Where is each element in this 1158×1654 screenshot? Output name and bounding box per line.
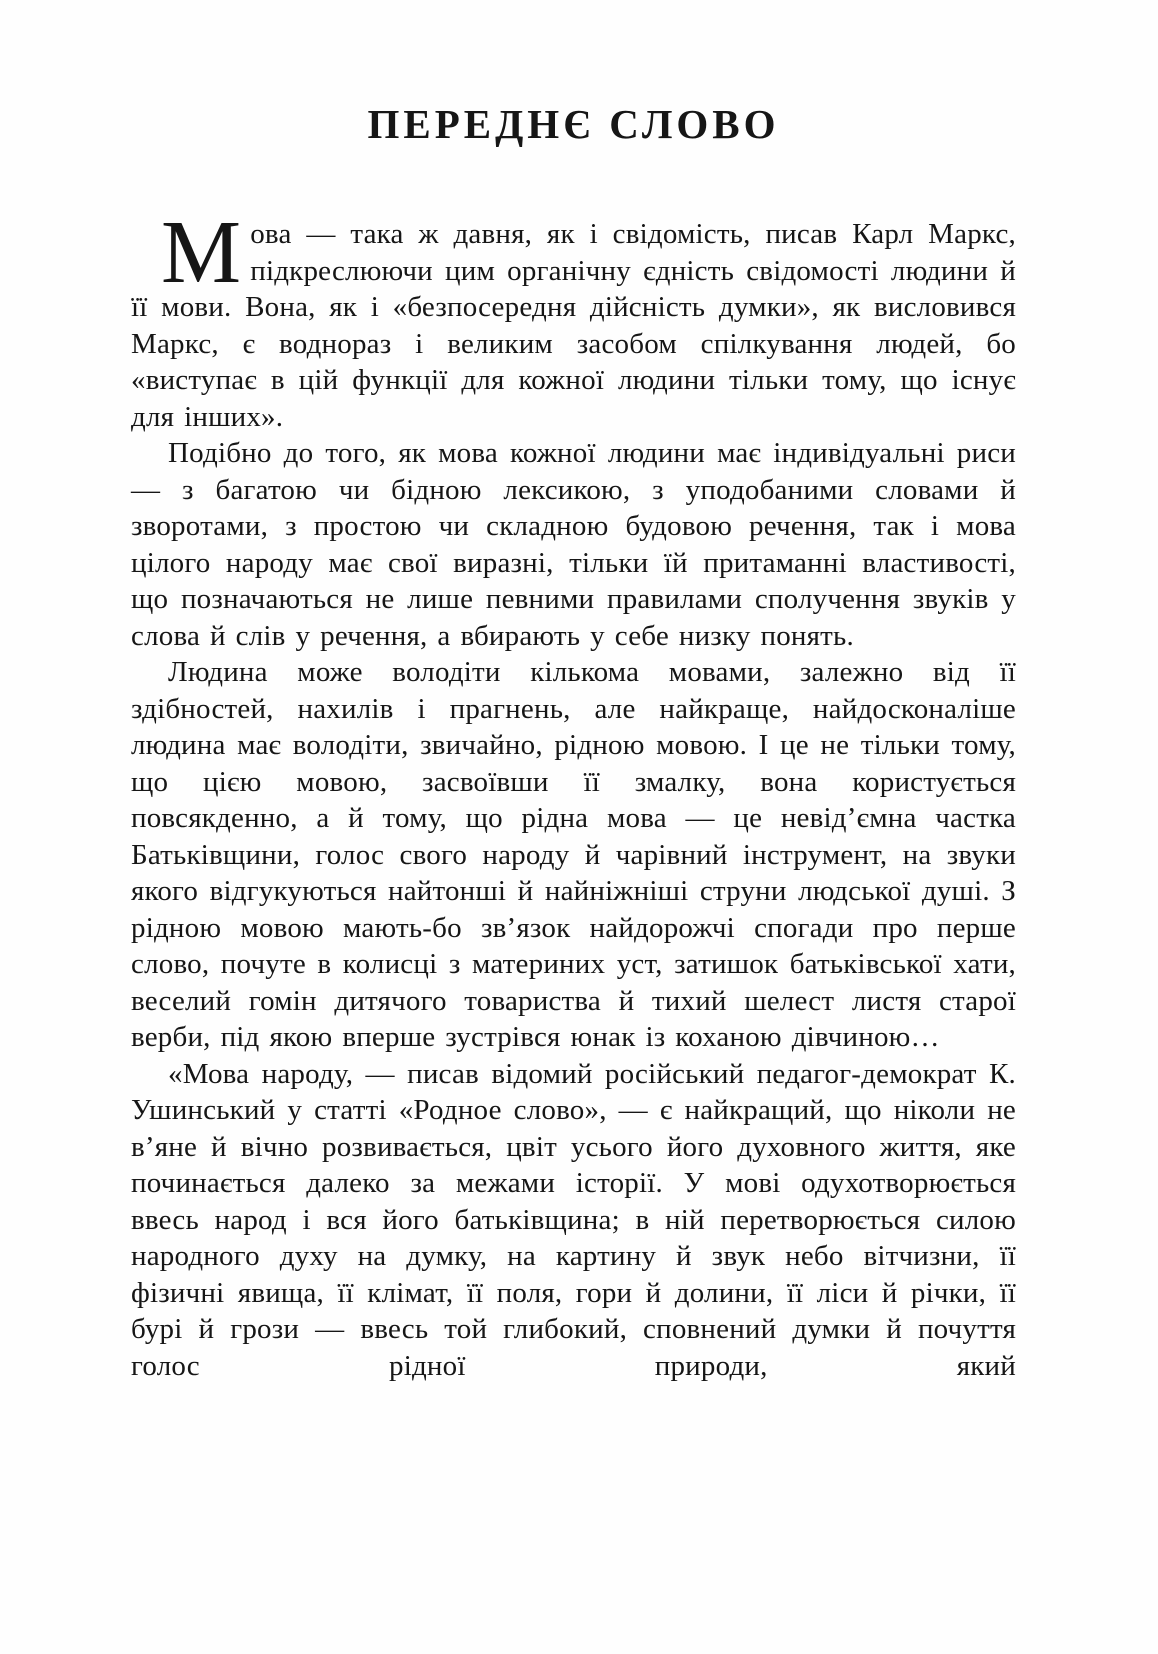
paragraph-3: Людина може володіти кількома мовами, залежно від її здібностей, нахилів і прагнень, але найкраще, найдосконаліше людина має володіти, звичайно, рідною мовою. І це не тільки тому, що цією мовою, засвоївши її змалку, вона користується повсякденно, а й тому, що рідна мова — це невід’ємна частка Батьківщини, голос свого народу й чарівний інструмент, на звуки якого відгукуються найтонші й найніжніші струни людської душі. З рідною мовою мають-бо зв’язок найдорожчі спогади про перше слово, почуте в колисці з материних уст, затишок батьківської хати, веселий гомін дитячого товариства й тихий шелест листя старої верби, під якою вперше зустрівся юнак із коханою дівчиною… xyxy=(131,656,1016,1053)
body-text xyxy=(131,203,1016,1384)
paragraph-4: «Мова народу, — писав відомий російський педагог-демократ К. Ушинський у статті «Родное слово», — є найкращий, що ніколи не в’яне й вічно розвивається, цвіт усього його духовного життя, яке починається далеко за межами історії. У мові одухотворюється ввесь народ і вся його батьківщина; в ній перетворюється силою народного духу на думку, на картину й звук небо вітчизни, її фізичні явища, її клімат, її поля, гори й долини, її ліси й річки, її бурі й грози — ввесь той глибокий, сповнений думки й почуття голос рідної природи, який xyxy=(131,1057,1016,1382)
drop-cap: М xyxy=(161,203,242,302)
page-title: ПЕРЕДНЄ СЛОВО xyxy=(367,101,780,147)
paragraph-1 xyxy=(131,203,1016,435)
paragraph-2: Подібно до того, як мова кожної людини має індивідуальні риси — з багатою чи бідною лексикою, з уподобаними словами й зворотами, з простою чи складною будовою речення, так і мова цілого народу має свої виразні, тільки їй притаманні властивості, що позначаються не лише певними правилами сполучення звуків у слова й слів у речення, а вбирають у себе низку понять. xyxy=(131,437,1016,652)
text-block xyxy=(131,98,1016,1384)
paragraph-1-text: ова — така ж давня, як і свідомість, писав Карл Маркс, підкреслюючи цим органічну єдність свідомості людини й її мови. Вона, як і «безпосередня дійсність думки», як висловився Маркс, є воднораз і великим засобом спілкування людей, бо «виступає в цій функції для кожної людини тільки тому, що існує для інших». xyxy=(131,218,1016,433)
